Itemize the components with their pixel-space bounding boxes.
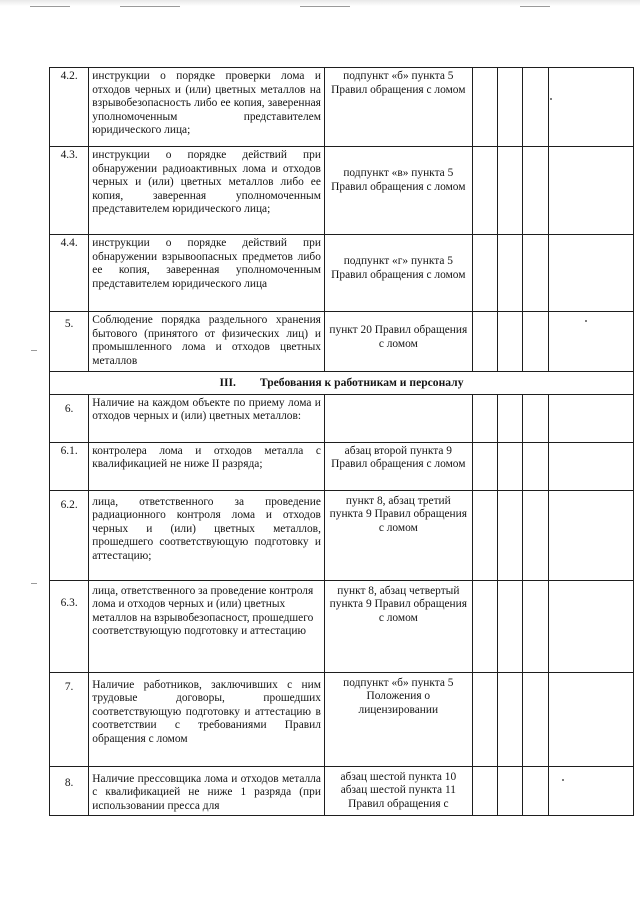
requirement-text: Соблюдение порядка раздельного хранения бытового (принятого от физических лиц) и промышленного лома и отходов цветных металлов [89, 312, 325, 372]
row-number: 7. [50, 672, 89, 766]
requirement-text: контролера лома и отходов металла с квалификацией не ниже II разряда; [89, 442, 325, 490]
notes-cell [549, 766, 634, 816]
legal-reference: абзац второй пункта 9 Правил обращения с ломом [324, 442, 472, 490]
answer-cell [523, 147, 549, 235]
checklist-table [49, 67, 634, 816]
table-row [50, 147, 634, 235]
row-number: 8. [50, 766, 89, 816]
answer-cell [472, 580, 497, 672]
table-row [50, 766, 634, 816]
section-number: III. [219, 376, 236, 389]
answer-cell [523, 442, 549, 490]
requirement-text: инструкции о порядке действий при обнаружении радиоактивных лома и отходов черных и (или) цветных металлов либо ее копия, заверенная уполномоченным представителем юридического лица; [89, 147, 325, 235]
scan-mark [520, 6, 550, 7]
table-row [50, 68, 634, 147]
notes-cell [549, 490, 634, 580]
answer-cell [523, 68, 549, 147]
legal-reference: абзац шестой пункта 10 абзац шестой пункта 11 Правил обращения с [324, 766, 472, 816]
answer-cell [497, 766, 523, 816]
row-number: 4.2. [50, 68, 89, 147]
answer-cell [472, 672, 497, 766]
answer-cell [523, 490, 549, 580]
scan-mark [31, 583, 37, 584]
legal-reference: подпункт «г» пункта 5 Правил обращения с ломом [324, 235, 472, 312]
legal-reference [324, 394, 472, 442]
answer-cell [523, 672, 549, 766]
answer-cell [523, 235, 549, 312]
notes-cell [549, 312, 634, 372]
row-number: 6.3. [50, 580, 89, 672]
legal-reference: пункт 20 Правил обращения с ломом [324, 312, 472, 372]
answer-cell [497, 672, 523, 766]
table-row [50, 490, 634, 580]
legal-reference: подпункт «б» пункта 5 Положения о лицензировании [324, 672, 472, 766]
requirement-text: лица, ответственного за проведение радиационного контроля лома и отходов черных и (или) цветных металлов, прошедшего соответствующую подготовку и аттестацию; [89, 490, 325, 580]
legal-reference: пункт 8, абзац третий пункта 9 Правил обращения с ломом [324, 490, 472, 580]
row-number: 6.2. [50, 490, 89, 580]
notes-cell [549, 442, 634, 490]
table-row [50, 672, 634, 766]
notes-cell [549, 394, 634, 442]
answer-cell [472, 235, 497, 312]
legal-reference: подпункт «б» пункта 5 Правил обращения с ломом [324, 68, 472, 147]
answer-cell [497, 68, 523, 147]
legal-reference: подпункт «в» пункта 5 Правил обращения с ломом [324, 147, 472, 235]
answer-cell [472, 147, 497, 235]
row-number: 6. [50, 394, 89, 442]
answer-cell [497, 490, 523, 580]
notes-cell [549, 147, 634, 235]
table-row [50, 235, 634, 312]
requirement-text: инструкции о порядке действий при обнаружении взрывоопасных предметов либо ее копия, заверенная уполномоченным представителем юридического лица [89, 235, 325, 312]
table-row [50, 580, 634, 672]
notes-cell [549, 672, 634, 766]
answer-cell [523, 766, 549, 816]
row-number: 6.1. [50, 442, 89, 490]
answer-cell [497, 394, 523, 442]
notes-cell [549, 580, 634, 672]
answer-cell [472, 490, 497, 580]
table-row [50, 312, 634, 372]
answer-cell [472, 442, 497, 490]
section-title: Требования к работникам и персоналу [259, 376, 464, 389]
answer-cell [497, 312, 523, 372]
requirement-text: лица, ответственного за проведение контроля лома и отходов черных и (или) цветных металлов на взрывобезопасност, прошедшего соответствующую подготовку и аттестацию [89, 580, 325, 672]
notes-cell [549, 68, 634, 147]
row-number: 5. [50, 312, 89, 372]
answer-cell [497, 147, 523, 235]
answer-cell [497, 580, 523, 672]
row-number: 4.4. [50, 235, 89, 312]
answer-cell [472, 394, 497, 442]
answer-cell [472, 766, 497, 816]
scan-mark [31, 350, 37, 351]
row-number: 4.3. [50, 147, 89, 235]
notes-cell [549, 235, 634, 312]
answer-cell [523, 580, 549, 672]
scan-mark [300, 6, 350, 7]
answer-cell [497, 235, 523, 312]
answer-cell [497, 442, 523, 490]
answer-cell [472, 312, 497, 372]
section-header [50, 372, 634, 395]
requirement-text: Наличие на каждом объекте по приему лома и отходов черных и (или) цветных металлов: [89, 394, 325, 442]
table-row [50, 442, 634, 490]
requirement-text: инструкции о порядке проверки лома и отходов черных и (или) цветных металлов на взрывобезопасность либо ее копия, заверенная уполномоченным представителем юридического лица; [89, 68, 325, 147]
requirement-text: Наличие работников, заключивших с ним трудовые договоры, прошедших соответствующую подготовку и аттестацию в соответствии с требованиями Правил обращения с ломом [89, 672, 325, 766]
legal-reference: пункт 8, абзац четвертый пункта 9 Правил обращения с ломом [324, 580, 472, 672]
section-title-cell [50, 372, 634, 395]
requirement-text: Наличие прессовщика лома и отходов металла с квалификацией не ниже 1 разряда (при использовании пресса для [89, 766, 325, 816]
scan-mark [30, 6, 70, 7]
table-row [50, 394, 634, 442]
answer-cell [523, 394, 549, 442]
scan-mark [120, 6, 180, 7]
answer-cell [472, 68, 497, 147]
answer-cell [523, 312, 549, 372]
